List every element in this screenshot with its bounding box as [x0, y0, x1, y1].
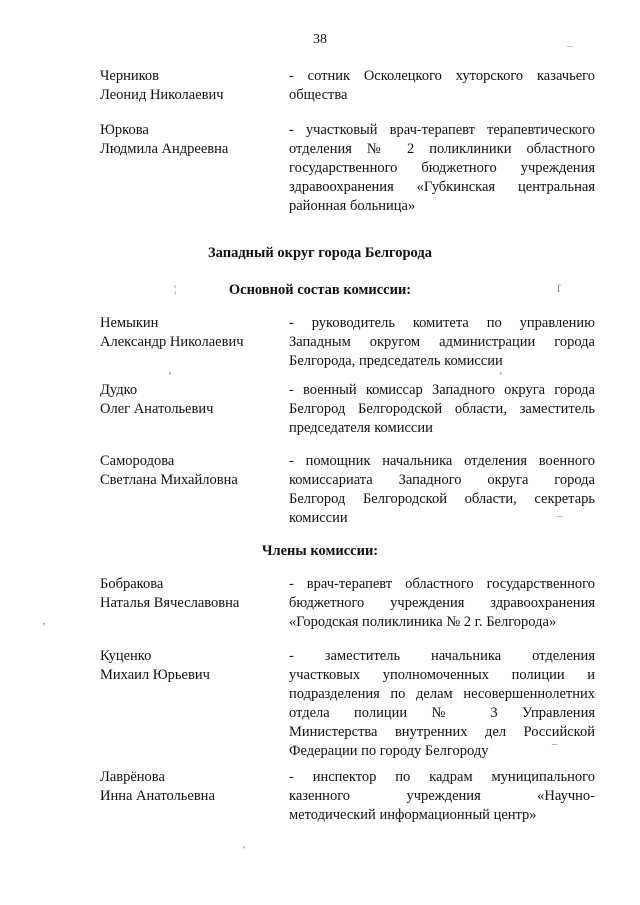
scan-speck: ‚ [42, 615, 46, 627]
person-name [100, 647, 280, 685]
person-position: - участковый врач-терапевт терапевтического отделения № 2 поликлиники областного государственного бюджетного учреждения здравоохранения «Губкинская центральная районная больница» [289, 122, 595, 214]
person-name [100, 575, 280, 613]
surname: Немыкин [100, 315, 159, 331]
person-position: - руководитель комитета по управлению Западным округом администрации города Белгорода, председатель комиссии [289, 315, 595, 369]
given-names: Леонид Николаевич [100, 87, 224, 103]
given-names: Александр Николаевич [100, 334, 244, 350]
scan-speck: – [552, 738, 558, 750]
person-name [100, 768, 280, 806]
given-names: Людмила Андреевна [100, 141, 229, 157]
surname: Дудко [100, 382, 138, 398]
page-number: 38 [313, 32, 327, 47]
scan-speck: – [557, 510, 563, 522]
surname: Юркова [100, 122, 149, 138]
person-position: - заместитель начальника отделения участковых уполномоченных полиции и подразделения по делам несовершеннолетних отдела полиции № 3 Управления Министерства внутренних дел Российской Федерации по городу Белгороду [289, 648, 595, 759]
given-names: Наталья Вячеславовна [100, 595, 240, 611]
surname: Самородова [100, 453, 175, 469]
surname: Бобракова [100, 576, 164, 592]
given-names: Михаил Юрьевич [100, 667, 210, 683]
members-heading: Члены комиссии: [261, 543, 379, 559]
person-position: - сотник Осколецкого хуторского казачьего общества [289, 68, 595, 103]
person-position: - помощник начальника отделения военного комиссариата Западного округа города Белгород Белгородской области, секретарь комиссии [289, 453, 595, 526]
scan-speck: ‘ [499, 370, 503, 382]
person-name [100, 121, 280, 159]
person-position: - инспектор по кадрам муниципального казенного учреждения «Научно- методический информационный центр» [289, 769, 595, 823]
person-name [100, 314, 280, 352]
surname: Куценко [100, 648, 152, 664]
given-names: Инна Анатольевна [100, 788, 215, 804]
scan-speck: ‘ [168, 370, 172, 382]
scan-speck: – [567, 40, 573, 52]
district-heading: Западный округ города Белгорода [208, 245, 432, 261]
scan-speck: ‚ [242, 838, 246, 850]
given-names: Олег Анатольевич [100, 401, 214, 417]
person-name [100, 452, 280, 490]
scan-speck: ¦ [174, 283, 177, 295]
surname: Лаврёнова [100, 769, 165, 785]
surname: Черников [100, 68, 160, 84]
person-name [100, 381, 280, 419]
main-staff-heading: Основной состав комиссии: [228, 282, 412, 298]
person-position: - военный комиссар Западного округа города Белгород Белгородской области, заместитель председателя комиссии [289, 382, 595, 436]
scan-speck: ſ [557, 283, 561, 295]
given-names: Светлана Михайловна [100, 472, 238, 488]
person-position: - врач-терапевт областного государственного бюджетного учреждения здравоохранения «Городская поликлиника № 2 г. Белгорода» [289, 576, 595, 630]
person-name [100, 67, 280, 105]
